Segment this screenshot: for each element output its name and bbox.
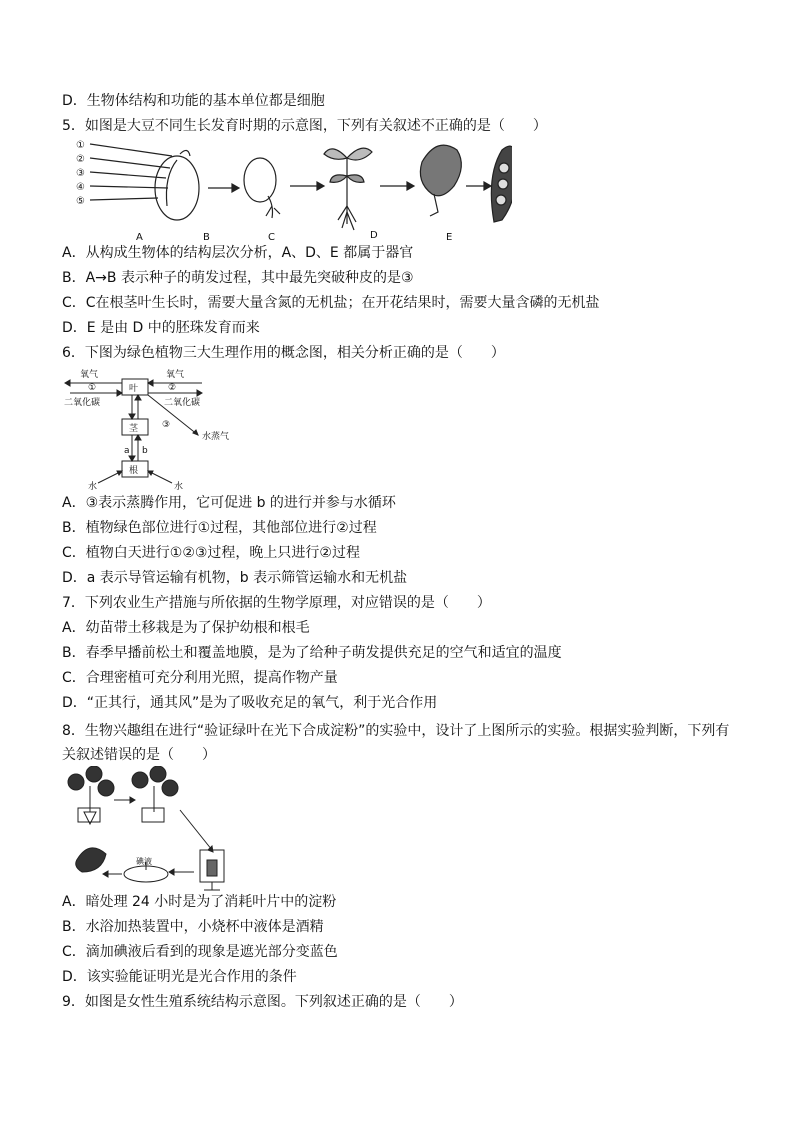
co2-left: 二氧化碳 [64,398,101,408]
fig-num-4: ④ [76,182,85,193]
fig-label-b: B [203,232,210,243]
iodine-label: 碘液 [136,857,152,866]
label-b: b [142,446,148,456]
q7-option-b: B．春季早播前松土和覆盖地膜，是为了给种子萌发提供充足的空气和适宜的温度 [62,645,562,661]
q5-stem: 5．如图是大豆不同生长发育时期的示意图，下列有关叙述不正确的是（ ） [62,118,547,134]
stem-label: 茎 [129,424,139,434]
label-a: a [124,446,130,456]
num-1: ① [88,383,97,393]
q8-option-a: A．暗处理 24 小时是为了消耗叶片中的淀粉 [62,894,337,910]
q6-stem: 6．下图为绿色植物三大生理作用的概念图，相关分析正确的是（ ） [62,345,505,361]
q8-stem: 8．生物兴趣组在进行“验证绿叶在光下合成淀粉”的实验中，设计了上图所示的实验。根据实验判断，下列有关叙述错误的是（ ） [62,723,730,763]
q6-option-d: D．a 表示导管运输有机物，b 表示筛管运输水和无机盐 [62,570,408,586]
water-vapor: 水蒸气 [202,432,230,442]
q5-option-c: C．C在根茎叶生长时，需要大量含氮的无机盐；在开花结果时，需要大量含磷的无机盐 [62,295,600,311]
q8-option-c: C．滴加碘液后看到的现象是遮光部分变蓝色 [62,944,338,960]
q6-concept-diagram [62,365,252,493]
fig-num-5: ⑤ [76,196,85,207]
water-right: 水 [174,482,184,492]
fig-num-3: ③ [76,168,85,179]
oxygen-left: 氧气 [80,370,99,380]
seed-a-embryo [166,160,177,206]
q8-experiment-figure [62,766,262,892]
water-left: 水 [88,482,98,492]
q8-option-d: D．该实验能证明光是光合作用的条件 [62,969,297,985]
q5-option-a: A．从构成生物体的结构层次分析，A、D、E 都属于器官 [62,245,414,261]
q6-option-c: C．植物白天进行①②③过程，晚上只进行②过程 [62,545,360,561]
fig-label-a: A [136,232,143,243]
q4-option-d: D．生物体结构和功能的基本单位都是细胞 [62,93,325,109]
root-label: 根 [129,466,139,476]
fig-label-e: E [446,232,453,243]
q5-option-d: D．E 是由 D 中的胚珠发育而来 [62,320,260,336]
q8-option-b: B．水浴加热装置中，小烧杯中液体是酒精 [62,919,324,935]
q7-option-d: D．“正其行，通其风”是为了吸收充足的氧气，利于光合作用 [62,695,438,711]
q6-option-b: B．植物绿色部位进行①过程，其他部位进行②过程 [62,520,377,536]
q7-stem: 7．下列农业生产措施与所依据的生物学原理，对应错误的是（ ） [62,595,491,611]
leaf-label: 叶 [129,384,139,394]
fig-label-c: C [268,232,275,243]
q7-option-a: A．幼苗带土移栽是为了保护幼根和根毛 [62,620,310,636]
q5-soybean-figure [62,136,512,244]
num-3: ③ [162,420,171,430]
co2-right: 二氧化碳 [164,398,201,408]
q9-stem: 9．如图是女性生殖系统结构示意图。下列叙述正确的是（ ） [62,994,463,1010]
q7-option-c: C．合理密植可充分利用光照，提高作物产量 [62,670,338,686]
oxygen-right: 氧气 [166,370,185,380]
fig-num-1: ① [76,140,85,151]
fig-num-2: ② [76,154,85,165]
num-2: ② [168,383,177,393]
q6-option-a: A．③表示蒸腾作用，它可促进 b 的进行并参与水循环 [62,495,396,511]
fig-label-d: D [370,230,378,241]
q5-option-b: B．A→B 表示种子的萌发过程，其中最先突破种皮的是③ [62,270,414,286]
